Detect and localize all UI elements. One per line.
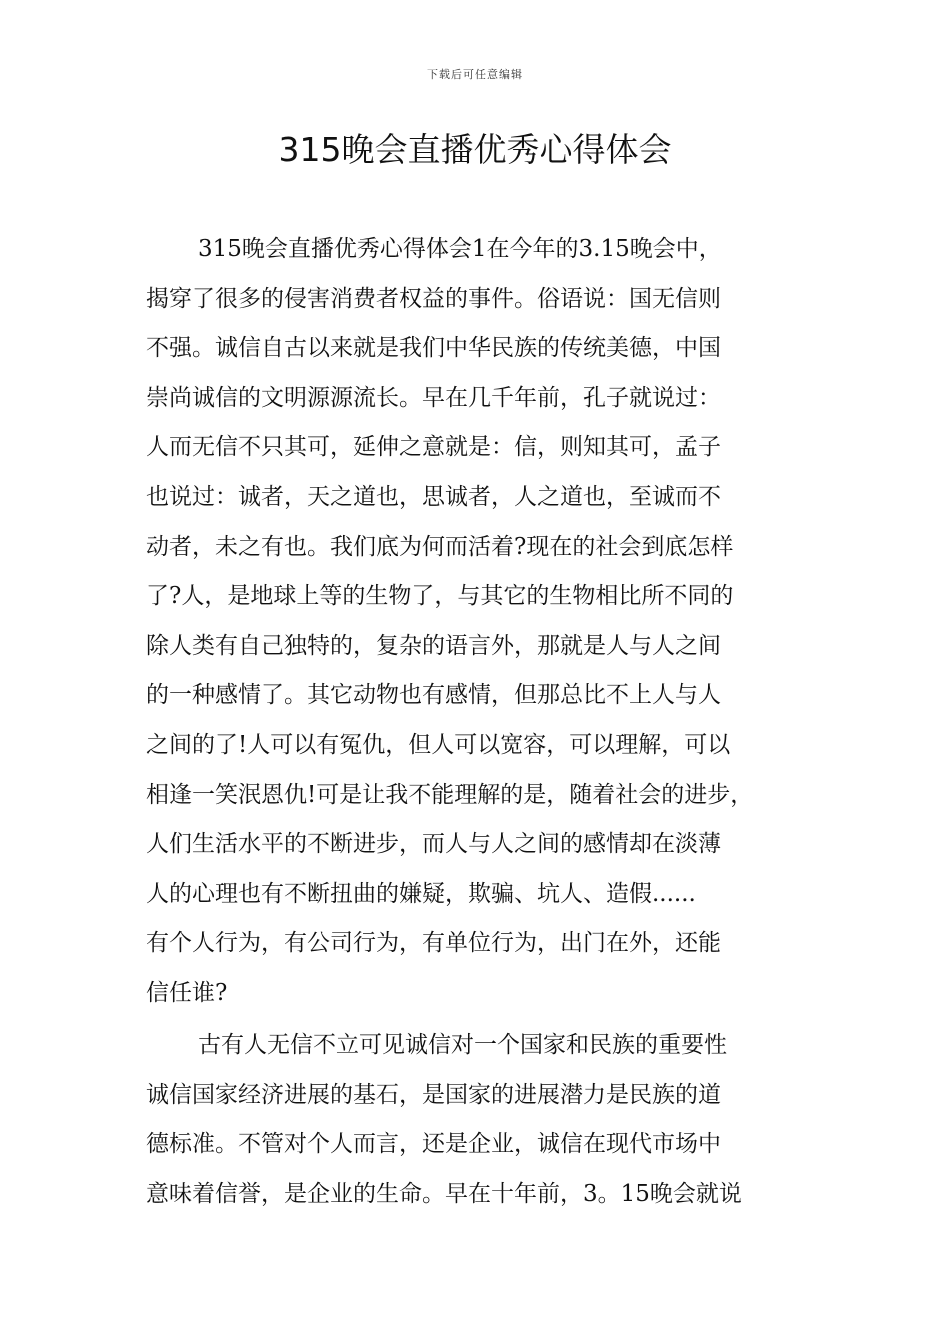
paragraph-line: 有个人行为，有公司行为，有单位行为，出门在外，还能 <box>146 930 721 957</box>
paragraph-line: 不强。诚信自古以来就是我们中华民族的传统美德，中国 <box>146 335 721 362</box>
paragraph-line: 人们生活水平的不断进步，而人与人之间的感情却在淡薄 <box>146 831 721 858</box>
paragraph-line: 的一种感情了。其它动物也有感情，但那总比不上人与人 <box>146 682 721 709</box>
paragraph-2 <box>146 1021 816 1219</box>
paragraph-line: 古有人无信不立可见诚信对一个国家和民族的重要性 <box>198 1032 727 1058</box>
paragraph-line: 人而无信不只其可，延伸之意就是：信，则知其可，孟子 <box>146 434 721 461</box>
paragraph-line: 315晚会直播优秀心得体会1在今年的3.15晚会中， <box>198 236 722 262</box>
paragraph-line: 相逢一笑泯恩仇!可是让我不能理解的是，随着社会的进步， <box>146 781 754 808</box>
paragraph-line: 崇尚诚信的文明源源流长。早在几千年前，孔子就说过： <box>146 384 721 411</box>
paragraph-line: 揭穿了很多的侵害消费者权益的事件。俗语说：国无信则 <box>146 285 721 312</box>
paragraph-line: 之间的了!人可以有冤仇，但人可以宽容，可以理解，可以 <box>146 731 731 758</box>
paragraph-line: 信任谁? <box>146 979 228 1006</box>
paragraph-line: 也说过：诚者，天之道也，思诚者，人之道也，至诚而不 <box>146 483 721 510</box>
paragraph-1 <box>146 225 816 1019</box>
paragraph-line: 诚信国家经济进展的基石，是国家的进展潜力是民族的道 <box>146 1081 721 1108</box>
paragraph-line: 德标准。不管对个人而言，还是企业，诚信在现代市场中 <box>146 1131 721 1158</box>
paragraph-line: 意味着信誉，是企业的生命。早在十年前，3。15晚会就说 <box>146 1180 742 1207</box>
document-title: 315晚会直播优秀心得体会 <box>278 130 672 169</box>
paragraph-line: 了?人，是地球上等的生物了，与其它的生物相比所不同的 <box>146 583 734 610</box>
paragraph-line: 动者，未之有也。我们底为何而活着?现在的社会到底怎样 <box>146 533 734 560</box>
paragraph-line: 人的心理也有不断扭曲的嫌疑，欺骗、坑人、造假...... <box>146 880 696 907</box>
paragraph-line: 除人类有自己独特的，复杂的语言外，那就是人与人之间 <box>146 632 721 659</box>
header-note: 下载后可任意编辑 <box>427 68 523 81</box>
